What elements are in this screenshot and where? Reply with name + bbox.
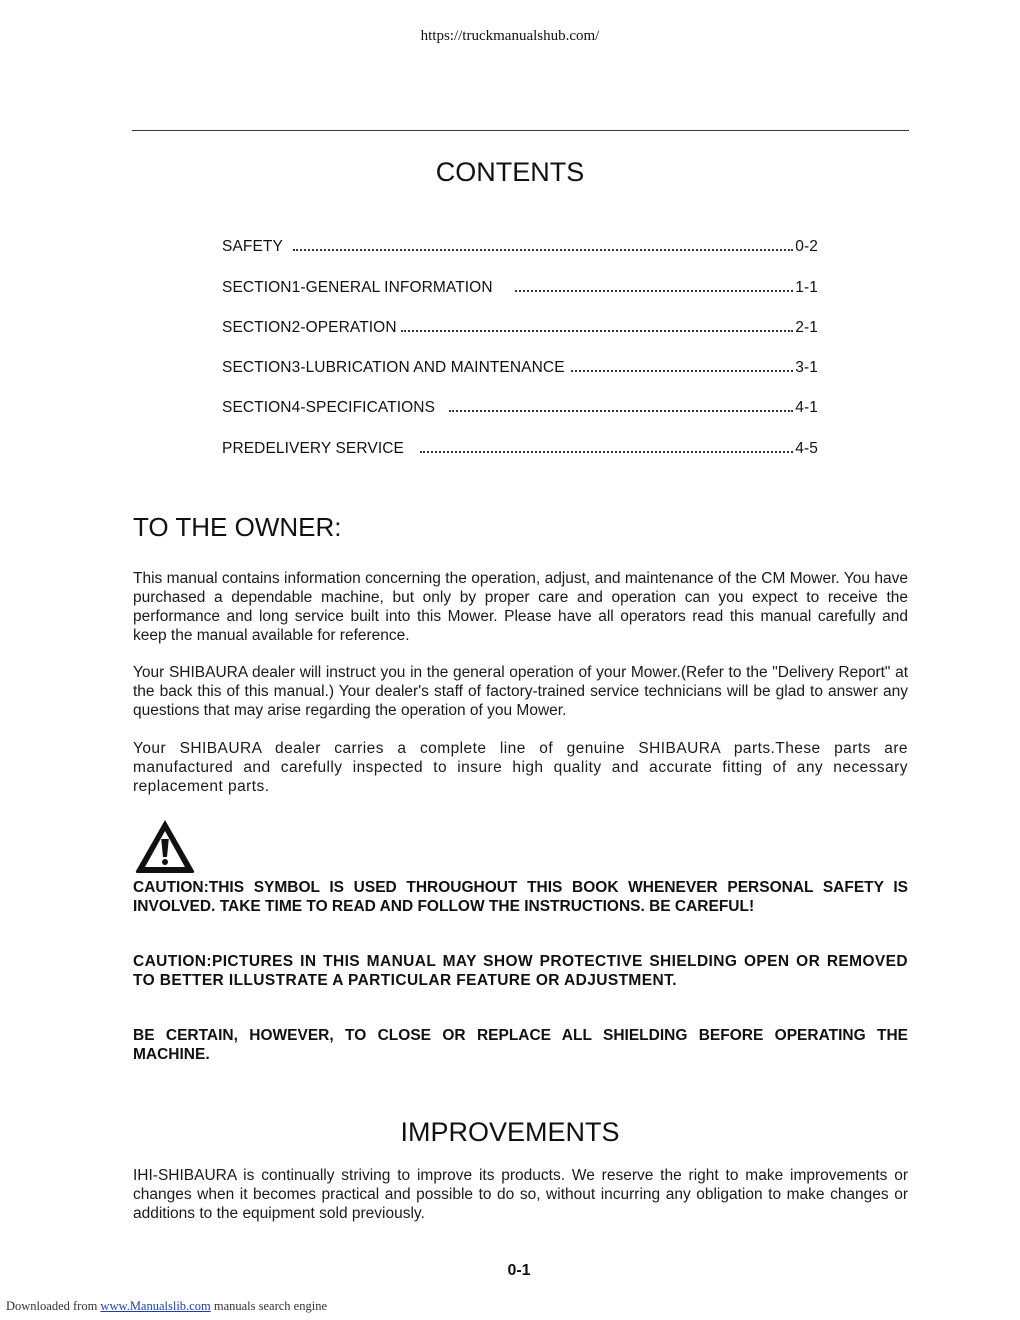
toc-entry-page: 4-5 [795,439,818,457]
page-number: 0-1 [507,1262,531,1279]
improvements-heading: IMPROVEMENTS [400,1117,620,1147]
table-of-contents [222,216,818,458]
toc-entry-title: SECTION3-LUBRICATION AND MAINTENANCE [222,359,565,377]
warning-triangle-icon [134,818,196,874]
toc-entry-title: SECTION4-SPECIFICATIONS [222,399,436,417]
toc-entry-lubrication-maintenance[interactable] [222,337,818,377]
manualslib-link[interactable]: www.Manualslib.com [100,1299,211,1313]
toc-entry-title: SECTION2-OPERATION [222,318,397,336]
toc-entry-title: PREDELIVERY SERVICE [222,439,404,457]
owner-paragraph-2: Your SHIBAURA dealer will instruct you in the general operation of your Mower.(Refer to the "Delivery Report" at the back this of this manual.) Your dealer's staff of factory-trained service technicians will be glad to answer any questions that may arise regarding the operation of you Mower. [133,664,908,719]
toc-entry-safety[interactable] [222,216,818,256]
download-footer [6,1299,327,1314]
toc-entry-general-information[interactable] [222,256,818,296]
toc-leader-dots [515,290,794,292]
toc-leader-dots [401,330,794,332]
toc-leader-dots [293,249,793,251]
toc-entry-specifications[interactable] [222,377,818,417]
toc-entry-predelivery-service[interactable] [222,417,818,457]
toc-entry-page: 4-1 [795,399,818,417]
header-divider [132,130,909,131]
toc-entry-page: 2-1 [795,318,818,336]
toc-entry-page: 3-1 [795,359,818,377]
toc-leader-dots [420,451,793,453]
toc-entry-page: 0-2 [795,238,818,256]
toc-entry-page: 1-1 [795,278,818,296]
caution-safety-symbol: CAUTION:THIS SYMBOL IS USED THROUGHOUT THIS BOOK WHENEVER PERSONAL SAFETY IS INVOLVED. TAKE TIME TO READ AND FOLLOW THE INSTRUCTIONS. BE CAREFUL! [133,879,908,915]
footer-suffix: manuals search engine [213,1299,327,1313]
owner-heading: TO THE OWNER: [133,512,342,542]
toc-entry-operation[interactable] [222,297,818,337]
footer-prefix: Downloaded from [6,1299,98,1313]
toc-entry-title: SECTION1-GENERAL INFORMATION [222,278,493,296]
contents-title: CONTENTS [435,157,585,187]
improvements-paragraph: IHI-SHIBAURA is continually striving to improve its products. We reserve the right to make improvements or changes when it becomes practical and possible to do so, without incurring any obligation to make changes or additions to the equipment sold previously. [133,1167,908,1222]
header-url: https://truckmanualshub.com/ [420,28,600,44]
caution-close-shielding: BE CERTAIN, HOWEVER, TO CLOSE OR REPLACE ALL SHIELDING BEFORE OPERATING THE MACHINE. [133,1027,908,1063]
owner-paragraph-3: Your SHIBAURA dealer carries a complete line of genuine SHIBAURA parts.These parts are manufactured and carefully inspected to insure high quality and accurate fitting of any necessary replacement parts. [133,740,908,795]
toc-leader-dots [571,370,794,372]
toc-entry-title: SAFETY [222,238,283,256]
owner-paragraph-1: This manual contains information concerning the operation, adjust, and maintenance of the CM Mower. You have purchased a dependable machine, but only by proper care and operation can you expect to receive the performance and long service built into this Mower. Please have all operators read this manual carefully and keep the manual available for reference. [133,570,908,644]
caution-shielding-pictures: CAUTION:PICTURES IN THIS MANUAL MAY SHOW PROTECTIVE SHIELDING OPEN OR REMOVED TO BETTER ILLUSTRATE A PARTICULAR FEATURE OR ADJUSTMENT. [133,953,908,989]
toc-leader-dots [449,410,793,412]
